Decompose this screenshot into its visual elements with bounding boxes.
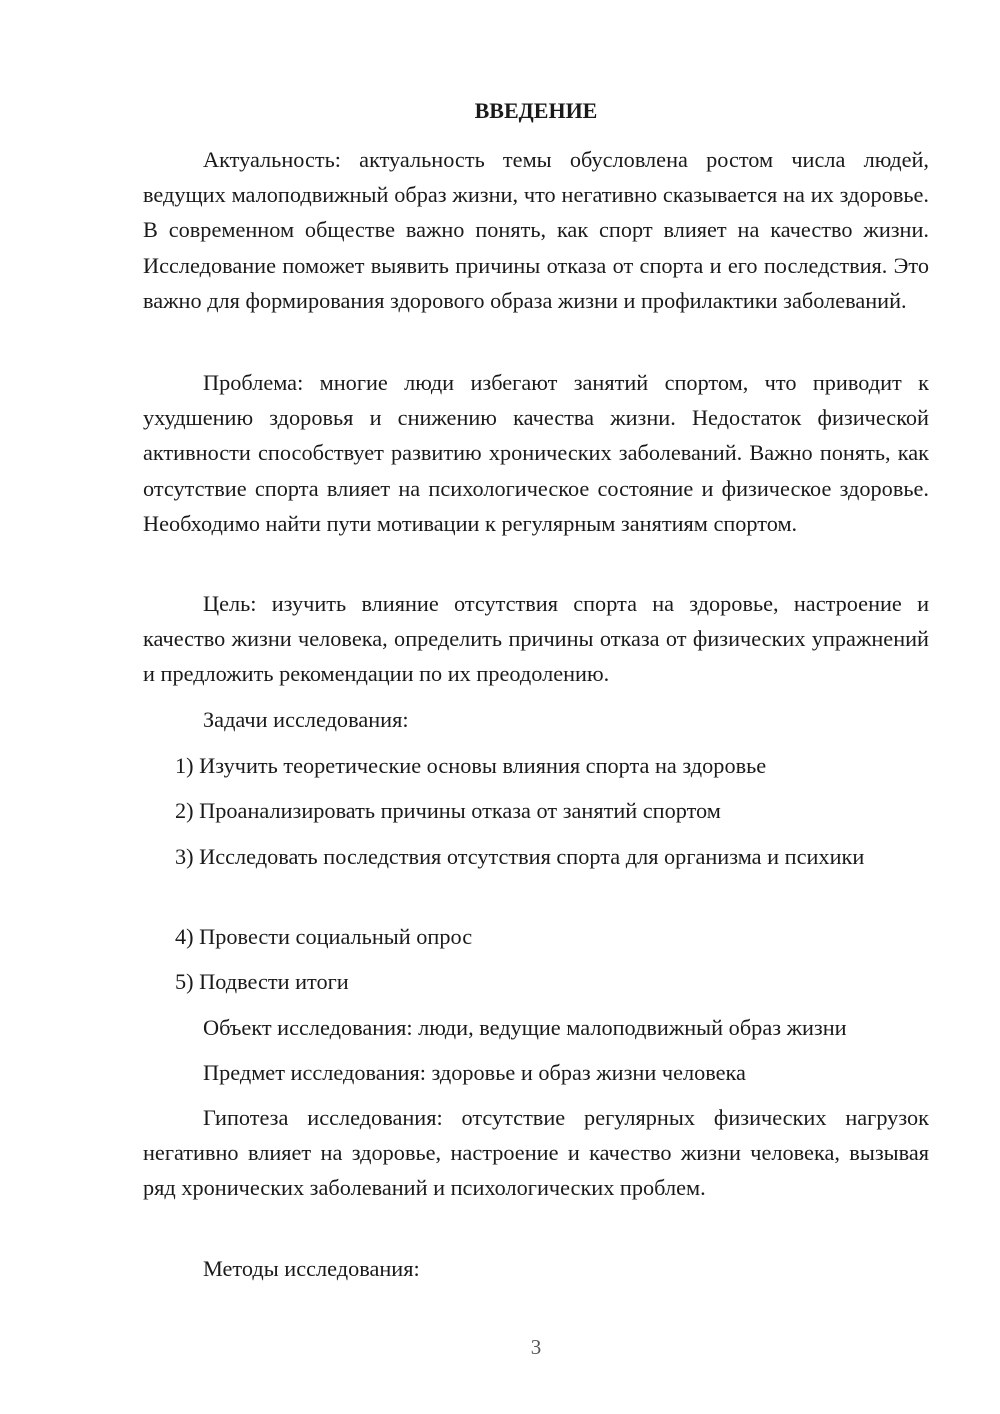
tasks-heading: Задачи исследования:: [203, 707, 409, 732]
task-item-4: 4) Провести социальный опрос: [175, 924, 473, 949]
task-item-2: 2) Проанализировать причины отказа от занятий спортом: [175, 798, 721, 823]
task-item-5: 5) Подвести итоги: [175, 969, 349, 994]
problem-paragraph: Проблема: многие люди избегают занятий спортом, что приводит к ухудшению здоровья и снижению качества жизни. Недостаток физической активности способствует развитию хронических заболеваний. Важно понять, как отсутствие спорта влияет на психологическое состояние и физическое здоровье. Необходимо найти пути мотивации к регулярным занятиям спортом.: [143, 370, 929, 536]
document-page: [143, 0, 929, 1414]
task-item-1: 1) Изучить теоретические основы влияния спорта на здоровье: [175, 753, 767, 778]
hypothesis-paragraph: Гипотеза исследования: отсутствие регулярных физических нагрузок негативно влияет на здоровье, настроение и качество жизни человека, вызывая ряд хронических заболеваний и психологических проблем.: [143, 1105, 929, 1201]
goal-paragraph: Цель: изучить влияние отсутствия спорта на здоровье, настроение и качество жизни человека, определить причины отказа от физических упражнений и предложить рекомендации по их преодолению.: [143, 591, 929, 687]
page-number: 3: [530, 1335, 542, 1359]
methods-heading: Методы исследования:: [203, 1256, 420, 1281]
object-paragraph: Объект исследования: люди, ведущие малоподвижный образ жизни: [203, 1015, 847, 1040]
subject-paragraph: Предмет исследования: здоровье и образ жизни человека: [203, 1060, 746, 1085]
relevance-paragraph: Актуальность: актуальность темы обусловлена ростом числа людей, ведущих малоподвижный образ жизни, что негативно сказывается на их здоровье. В современном обществе важно понять, как спорт влияет на качество жизни. Исследование поможет выявить причины отказа от спорта и его последствия. Это важно для формирования здорового образа жизни и профилактики заболеваний.: [143, 147, 929, 313]
task-item-3: 3) Исследовать последствия отсутствия спорта для организма и психики: [175, 844, 865, 869]
page-title: ВВЕДЕНИЕ: [474, 98, 598, 123]
